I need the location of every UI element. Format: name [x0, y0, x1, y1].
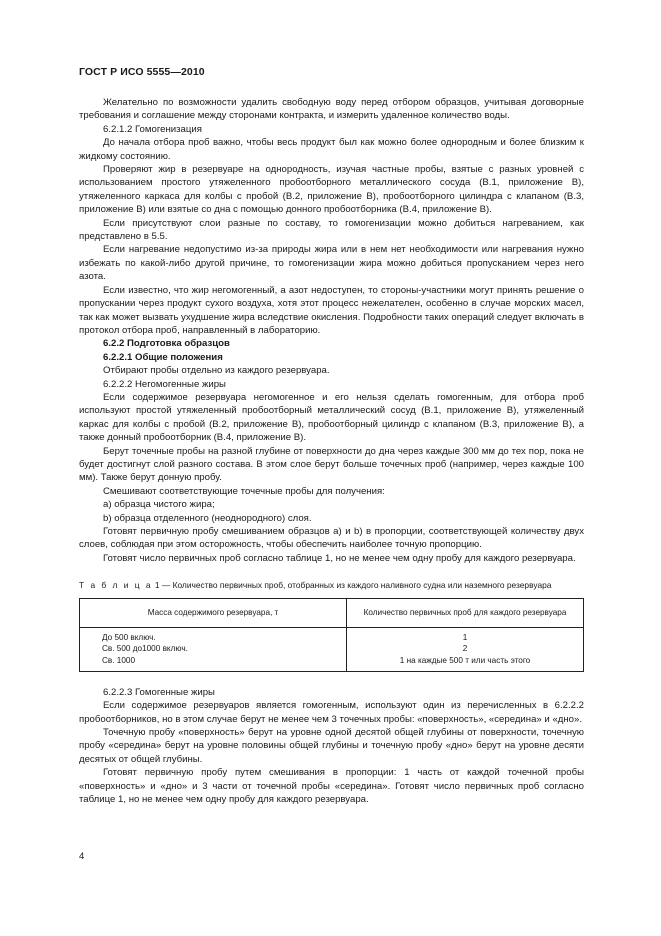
table-cell-mass [80, 627, 347, 671]
table-row [80, 627, 584, 671]
mass-value: До 500 включ. [102, 632, 156, 642]
mass-value: Св. 1000 [102, 656, 136, 666]
table-caption-text: 1 — Количество первичных проб, отобранных из каждого наливного судна или наземного резервуара [154, 580, 552, 591]
paragraph: Если содержимое резервуаров является гомогенным, используют один из перечисленных в 6.2.2.2 пробоотборников, но в этом случае берут не менее чем 3 точечных пробы: «поверхность», «середина» и «дно». [79, 700, 584, 725]
paragraph: а) образца чистого жира; [103, 499, 215, 511]
count-value: 1 на каждые 500 т или часть этого [399, 656, 531, 666]
paragraph: Проверяют жир в резервуаре на однородность, изучая частные пробы, взятые с разных уровней с использованием простого утяжеленного пробоотборного металлического сосуда (В.1, приложение В), утяжеленного каркаса для колбы с пробой (В.2, приложение В), пробоотборного цилиндра с клапаном (В.3, приложение В) или взятые со дна с помощью донного пробоотборника (В.4, приложение В). [79, 164, 584, 216]
table-header-count: Количество первичных проб для каждого резервуара [347, 598, 584, 627]
table-caption-label: Т а б л и ц а [79, 580, 153, 591]
count-value: 2 [462, 644, 468, 654]
paragraph: До начала отбора проб важно, чтобы весь продукт был как можно более однородным и более близким к жидкому состоянию. [79, 137, 584, 162]
table-header-row [80, 598, 584, 627]
primary-samples-table [79, 598, 584, 672]
mass-value: Св. 500 до1000 включ. [102, 644, 188, 654]
paragraph: Если содержимое резервуара негомогенное и его нельзя сделать гомогенным, для отбора проб используют простой утяжеленный пробоотборный металлический сосуд (В.1, приложение В), утяжеленный каркас для колбы с пробой (В.2, приложение В), пробоотборный цилиндр с клапаном (В.3, приложение В), а также донный пробоотборник (В.4, приложение В). [79, 391, 584, 444]
paragraph: Готовят первичную пробу смешиванием образцов а) и b) в пропорции, соответствующей количеству двух слоев, соблюдая при этом осторожность, чтобы обеспечить наиболее точную пропорцию. [79, 526, 584, 551]
paragraphs-bottom [79, 686, 584, 807]
table-header-mass: Масса содержимого резервуара, т [80, 598, 347, 627]
paragraph: Берут точечные пробы на разной глубине от поверхности до дна через каждые 300 мм до тех пор, пока не будет достигнут слой разного состава. В этом слое берут больше точечных проб (например, через каждые 100 мм). Также берут донную пробу. [79, 445, 584, 484]
section-heading: 6.2.2.1 Общие положения [103, 351, 223, 363]
paragraph: b) образца отделенного (неоднородного) слоя. [103, 512, 312, 524]
paragraph: Если нагревание недопустимо из-за природы жира или в нем нет необходимости или нагревания нужно избежать по какой-либо другой причине, то гомогенизации жира можно добиться пропусканием через него азота. [79, 244, 584, 283]
paragraph: Если известно, что жир негомогенный, а азот недоступен, то стороны-участники могут принять решение о пропускании через продукт сухого воздуха, хотя этот процесс нежелателен, особенно в случае морских масел, так как может вызвать ухудшение жира вследствие окисления. Подробности таких операций следует включать в протокол отбора проб, направленный в лабораторию. [79, 284, 584, 336]
paragraph: Смешивают соответствующие точечные пробы для получения: [103, 485, 385, 497]
section-heading: 6.2.2 Подготовка образцов [103, 338, 230, 350]
paragraph: Готовят первичную пробу путем смешивания в пропорции: 1 часть от каждой точечной пробы «поверхность» и «дно» и 3 части от точечной пробы «середина». Готовят число первичных проб согласно таблице 1, но не менее чем одну пробу для каждого резервуара. [79, 767, 584, 805]
body-text [79, 96, 584, 806]
table-cell-count [347, 627, 584, 671]
paragraph: 6.2.1.2 Гомогенизация [103, 123, 202, 135]
table-caption [79, 579, 584, 592]
standard-header: ГОСТ Р ИСО 5555—2010 [79, 66, 205, 78]
paragraph: Желательно по возможности удалить свободную воду перед отбором образцов, учитывая договорные требования и соглашение между сторонами контракта, и измерить удаленное количество воды. [79, 97, 584, 122]
paragraph: 6.2.2.3 Гомогенные жиры [103, 686, 215, 698]
paragraph: 6.2.2.2 Негомогенные жиры [103, 378, 226, 390]
paragraph: Если присутствуют слои разные по составу, то гомогенизации можно добиться нагреванием, как представлено в 5.5. [79, 217, 584, 243]
paragraphs-top [79, 96, 584, 565]
paragraph: Точечную пробу «поверхность» берут на уровне одной десятой общей глубины от поверхности, точечную пробу «середина» берут на уровне половины общей глубины и точечную пробу «дно» берут на уровне десяти десятых от общей глубины. [79, 726, 584, 765]
page-number: 4 [79, 851, 85, 862]
paragraph: Отбирают пробы отдельно из каждого резервуара. [103, 365, 330, 377]
count-value: 1 [462, 632, 468, 642]
paragraph: Готовят число первичных проб согласно таблице 1, но не менее чем одну пробу для каждого резервуара. [103, 552, 576, 564]
